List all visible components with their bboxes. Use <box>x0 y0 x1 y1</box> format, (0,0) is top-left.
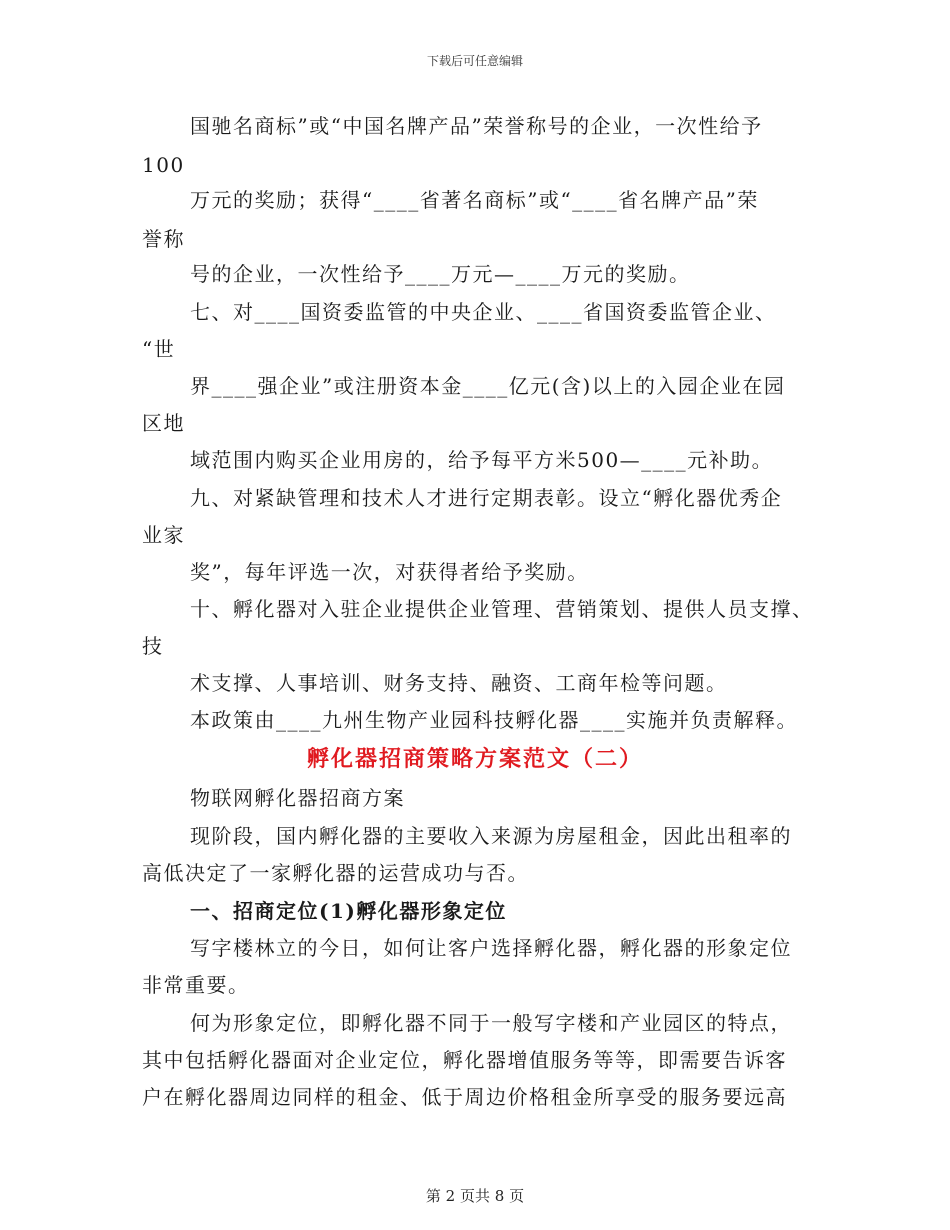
text-line: 国驰名商标”或“中国名牌产品”荣誉称号的企业，一次性给予 <box>190 114 763 138</box>
text-line: 界____强企业”或注册资本金____亿元(含)以上的入园企业在园 <box>190 374 786 398</box>
text-line-item-10: 十、孵化器对入驻企业提供企业管理、营销策划、提供人员支撑、 <box>190 597 814 621</box>
text-line: 誉称 <box>142 227 185 251</box>
text-line: 高低决定了一家孵化器的运营成功与否。 <box>142 861 529 885</box>
text-line: 非常重要。 <box>142 973 250 997</box>
text-line: “世 <box>142 337 176 361</box>
text-line: 户在孵化器周边同样的租金、低于周边价格租金所享受的服务要远高 <box>142 1085 787 1109</box>
text-line: 业家 <box>142 523 185 547</box>
text-line: 域范围内购买企业用房的，给予每平方米500—____元补助。 <box>190 448 774 472</box>
text-line: 写字楼林立的今日，如何让客户选择孵化器，孵化器的形象定位 <box>190 936 792 960</box>
text-line-item-7: 七、对____国资委监管的中央企业、____省国资委监管企业、 <box>190 300 777 324</box>
text-line: 其中包括孵化器面对企业定位，孵化器增值服务等等，即需要告诉客 <box>142 1048 787 1072</box>
text-line: 奖”，每年评选一次，对获得者给予奖励。 <box>190 560 589 584</box>
text-line: 技 <box>142 634 164 658</box>
text-line: 现阶段，国内孵化器的主要收入来源为房屋租金，因此出租率的 <box>190 824 792 848</box>
section-title: 孵化器招商策略方案范文（二） <box>306 746 643 772</box>
text-line: 术支撑、人事培训、财务支持、融资、工商年检等问题。 <box>190 671 728 695</box>
page-footer: 第 2 页共 8 页 <box>425 1187 525 1205</box>
text-line: 100 <box>142 153 185 177</box>
text-line: 区地 <box>142 411 185 435</box>
text-line: 物联网孵化器招商方案 <box>190 786 405 810</box>
text-line: 号的企业，一次性给予____万元—____万元的奖励。 <box>190 262 691 286</box>
text-line: 本政策由____九州生物产业园科技孵化器____实施并负责解释。 <box>190 708 798 732</box>
text-line: 万元的奖励；获得“____省著名商标”或“____省名牌产品”荣 <box>190 188 759 212</box>
section-heading: 一、招商定位(1)孵化器形象定位 <box>190 899 507 923</box>
text-line: 何为形象定位，即孵化器不同于一般写字楼和产业园区的特点， <box>190 1011 792 1035</box>
text-line-item-9: 九、对紧缺管理和技术人才进行定期表彰。设立“孵化器优秀企 <box>190 486 783 510</box>
page-header: 下载后可任意编辑 <box>426 54 523 68</box>
